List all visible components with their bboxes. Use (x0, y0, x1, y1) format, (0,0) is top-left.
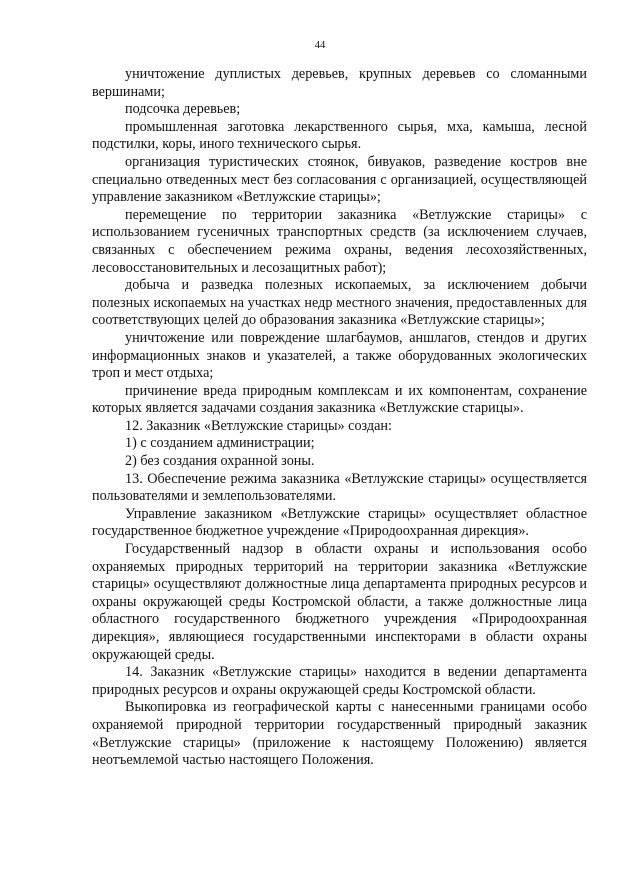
document-body (92, 66, 587, 770)
paragraph: Выкопировка из географической карты с нанесенными границами особо охраняемой природной территории государственный природный заказник «Ветлужские старицы» (приложение к настоящему Положению) является неотъемлемой частью настоящего Положения. (92, 699, 587, 769)
paragraph: Управление заказником «Ветлужские старицы» осуществляет областное государственное бюджетное учреждение «Природоохранная дирекция». (92, 505, 587, 540)
paragraph: 13. Обеспечение режима заказника «Ветлужские старицы» осуществляется пользователями и землепользователями. (92, 470, 587, 505)
paragraph: добыча и разведка полезных ископаемых, за исключением добычи полезных ископаемых на участках недр местного значения, предоставленных для соответствующих целей до образования заказника «Ветлужские старицы»; (92, 277, 587, 329)
paragraph: перемещение по территории заказника «Ветлужские старицы» с использованием гусеничных транспортных средств (за исключением случаев, связанных с обеспечением режима охраны, ведения лесохозяйственных, лесовосстановительных и лесозащитных работ); (92, 206, 587, 276)
list-item: 1) с созданием администрации; (125, 435, 315, 452)
paragraph: промышленная заготовка лекарственного сырья, мха, камыша, лесной подстилки, коры, иного технического сырья. (92, 118, 587, 153)
page-number: 44 (314, 40, 326, 51)
paragraph: подсочка деревьев; (125, 101, 241, 118)
paragraph: организация туристических стоянок, бивуаков, разведение костров вне специально отведенных мест без согласования с организацией, осуществляющей управление заказником «Ветлужские старицы»; (92, 153, 587, 206)
paragraph: 14. Заказник «Ветлужские старицы» находится в ведении департамента природных ресурсов и охраны окружающей среды Костромской области. (92, 664, 587, 698)
section-heading: 12. Заказник «Ветлужские старицы» создан: (125, 417, 392, 434)
paragraph: Государственный надзор в области охраны и использования особо охраняемых природных территорий на территории заказника «Ветлужские старицы» осуществляют должностные лица департамента природных ресурсов и охраны окружающей среды Костромской области, а также должностные лица областного государственного бюджетного учреждения «Природоохранная дирекция», являющиеся государственными инспекторами в области охраны окружающей среды. (92, 541, 587, 663)
paragraph: причинение вреда природным комплексам и их компонентам, сохранение которых является задачами создания заказника «Ветлужские старицы». (92, 382, 587, 417)
paragraph: уничтожение или повреждение шлагбаумов, аншлагов, стендов и других информационных знаков и указателей, а также оборудованных экологических троп и мест отдыха; (92, 329, 587, 382)
paragraph: уничтожение дуплистых деревьев, крупных деревьев со сломанными вершинами; (92, 66, 587, 100)
list-item: 2) без создания охранной зоны. (125, 453, 315, 470)
